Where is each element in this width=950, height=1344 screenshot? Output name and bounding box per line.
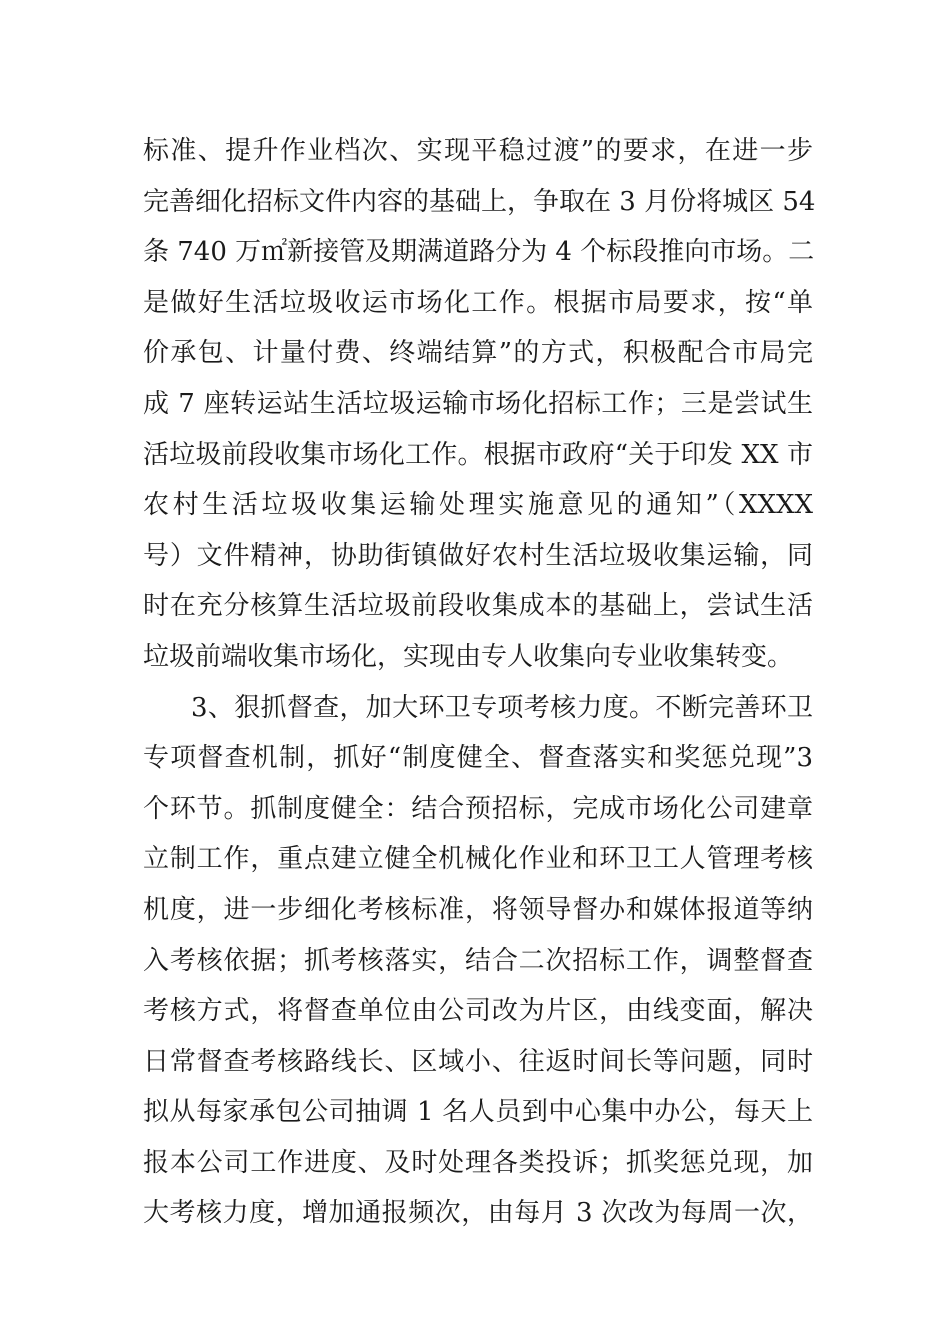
text-line: 大考核力度，增加通报频次，由每月 3 次改为每周一次， [143, 1198, 813, 1229]
text-line: 立制工作，重点建立健全机械化作业和环卫工人管理考核 [143, 844, 813, 875]
text-line: 报本公司工作进度、及时处理各类投诉；抓奖惩兑现，加 [143, 1147, 813, 1178]
text-line: 条 740 万㎡新接管及期满道路分为 4 个标段推向市场。二 [143, 237, 815, 268]
text-line: 价承包、计量付费、终端结算”的方式，积极配合市局完 [143, 338, 813, 369]
text-line: 考核方式，将督查单位由公司改为片区，由线变面，解决 [143, 996, 813, 1027]
text-line: 农村生活垃圾收集运输处理实施意见的通知”（XXXX [143, 490, 813, 521]
text-line: 入考核依据；抓考核落实，结合二次招标工作，调整督查 [143, 945, 813, 976]
body-text [143, 126, 816, 1239]
text-line: 是做好生活垃圾收运市场化工作。根据市局要求，按“单 [143, 287, 813, 318]
paragraph-last-line: 垃圾前端收集市场化，实现由专人收集向专业收集转变。 [143, 641, 794, 672]
text-line: 活垃圾前段收集市场化工作。根据市政府“关于印发 XX 市 [143, 439, 813, 470]
text-line: 机度，进一步细化考核标准，将领导督办和媒体报道等纳 [143, 894, 813, 925]
text-line: 完善细化招标文件内容的基础上，争取在 3 月份将城区 54 [143, 186, 816, 217]
text-line: 标准、提升作业档次、实现平稳过渡”的要求，在进一步 [143, 136, 813, 166]
text-line: 日常督查考核路线长、区域小、往返时间长等问题，同时 [143, 1046, 813, 1077]
text-line: 成 7 座转运站生活垃圾运输市场化招标工作；三是尝试生 [143, 388, 813, 419]
text-line: 时在充分核算生活垃圾前段收集成本的基础上，尝试生活 [143, 591, 813, 622]
text-line: 拟从每家承包公司抽调 1 名人员到中心集中办公，每天上 [143, 1097, 813, 1128]
text-line: 号）文件精神，协助街镇做好农村生活垃圾收集运输，同 [143, 540, 813, 571]
paragraph-first-line: 3、狠抓督查，加大环卫专项考核力度。不断完善环卫 [191, 692, 813, 723]
text-line: 专项督查机制，抓好“制度健全、督查落实和奖惩兑现”3 [143, 743, 813, 774]
text-line: 个环节。抓制度健全：结合预招标，完成市场化公司建章 [143, 793, 813, 824]
